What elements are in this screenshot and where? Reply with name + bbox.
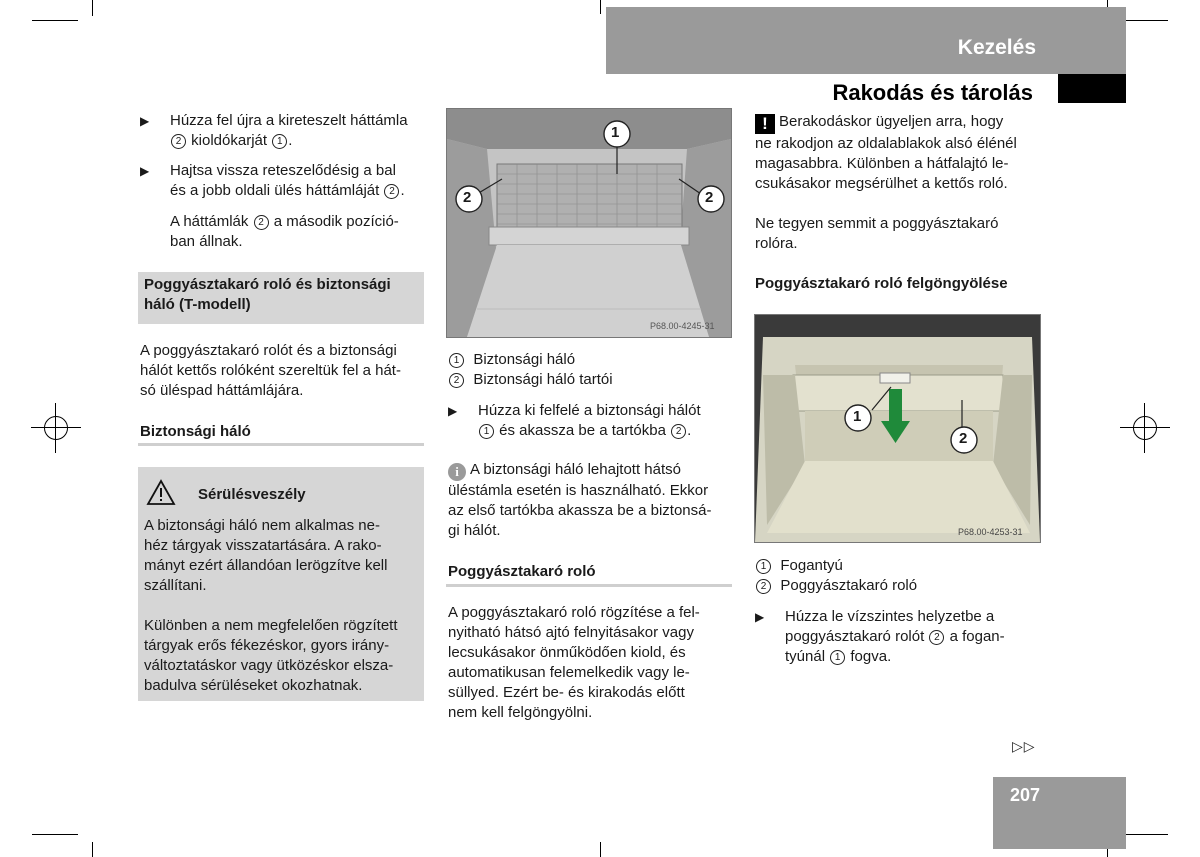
crop-mark [600, 0, 601, 14]
warning-title: Sérülésveszély [198, 486, 306, 503]
callout-1-icon: 1 [830, 650, 845, 665]
callout-2-icon: 2 [959, 430, 968, 447]
legend-label: Biztonsági háló tartói [473, 371, 613, 388]
text-line: nyitható hátsó ajtó felnyitásakor vagy [448, 624, 694, 641]
bullet-arrow-icon: ▶ [140, 164, 150, 178]
text-line: Húzza ki felfelé a biztonsági hálót [478, 402, 701, 419]
heading-box [138, 272, 424, 324]
callout-2-icon: 2 [449, 373, 464, 388]
text-line: A poggyásztakaró rolót és a biztonsági [140, 342, 397, 359]
text-line: só üléspad háttámlájára. [140, 382, 304, 399]
caution-note [755, 112, 1055, 194]
text-line: a fogan- [949, 628, 1005, 645]
warning-box [138, 467, 424, 701]
callout-1-icon: 1 [611, 124, 620, 141]
text-line: mányt ezért állandóan lerögzítve kell [144, 557, 388, 574]
text-line: Húzza le vízszintes helyzetbe a [785, 608, 995, 625]
image-code: P68.00-4245-31 [650, 321, 715, 331]
paragraph [755, 214, 1055, 254]
callout-1-icon: 1 [756, 559, 771, 574]
text-line: nem kell felgöngyölni. [448, 704, 593, 721]
image-code: P68.00-4253-31 [958, 527, 1023, 537]
text-line: fogva. [850, 648, 892, 665]
section-title: Rakodás és tárolás [832, 80, 1033, 105]
text-line: poggyásztakaró rolót [785, 628, 925, 645]
callout-2-icon: 2 [463, 189, 472, 206]
callout-1-icon: 1 [272, 134, 287, 149]
text-line: . [288, 132, 293, 149]
text-line: szállítani. [144, 577, 207, 594]
text-line: lecsukásakor önműködően kiold, és [448, 644, 686, 661]
exclamation-icon: ! [755, 114, 775, 134]
text-line: A poggyásztakaró roló rögzítése a fel- [448, 604, 700, 621]
callout-2-icon: 2 [756, 579, 771, 594]
paragraph [140, 341, 430, 401]
callout-2-icon: 2 [705, 189, 714, 206]
note [170, 212, 430, 252]
text-line: badulva sérüléseket okozhatnak. [144, 677, 363, 694]
legend-label: Biztonsági háló [473, 351, 576, 368]
text-line: automatikusan felemelkedik vagy le- [448, 664, 690, 681]
text-line: tyúnál [785, 648, 826, 665]
text-line: az első tartókba akassza be a biztonsá- [448, 502, 712, 519]
legend [448, 350, 728, 390]
heading-line: Poggyásztakaró roló és biztonsági [144, 276, 391, 293]
text-line: kioldókarját [191, 132, 268, 149]
callout-2-icon: 2 [671, 424, 686, 439]
subheading: Poggyásztakaró roló [448, 563, 596, 580]
text-line: Húzza fel újra a kireteszelt háttámla [170, 112, 408, 129]
info-icon: i [448, 463, 466, 481]
text-line: magasabbra. Különben a hátfalajtó le- [755, 155, 1009, 172]
chapter-title: Kezelés [957, 36, 1036, 59]
text-line: Ne tegyen semmit a poggyásztakaró [755, 215, 999, 232]
text-line: és a jobb oldali ülés háttámláját [170, 182, 380, 199]
text-line: Hajtsa vissza reteszelődésig a bal [170, 162, 396, 179]
text-line: süllyed. Ezért be- és kirakodás előtt [448, 684, 685, 701]
bullet-arrow-icon: ▶ [448, 404, 458, 418]
text-line: ne rakodjon az oldalablakok alsó élénél [755, 135, 1017, 152]
crop-mark [1122, 20, 1168, 21]
crop-mark [1122, 834, 1168, 835]
continue-arrows-icon: ▷▷ [1012, 738, 1036, 754]
callout-2-icon: 2 [254, 215, 269, 230]
text-line: Különben a nem megfelelően rögzített [144, 617, 398, 634]
text-line: A biztonsági háló lehajtott hátsó [470, 461, 681, 478]
text-line: hálót kettős rolóként szereltük fel a hát- [140, 362, 401, 379]
callout-1-icon: 1 [479, 424, 494, 439]
crop-mark [32, 834, 78, 835]
text-line: és akassza be a tartókba [499, 422, 666, 439]
heading-line: háló (T-modell) [144, 296, 251, 313]
crop-mark [92, 0, 93, 16]
divider [138, 443, 424, 446]
legend-label: Fogantyú [780, 557, 843, 574]
text-line: A biztonsági háló nem alkalmas ne- [144, 517, 380, 534]
crop-mark [32, 20, 78, 21]
subheading: Biztonsági háló [140, 423, 251, 440]
divider [446, 584, 732, 587]
cargo-cover-photo [754, 314, 1041, 543]
text-line: . [400, 182, 405, 199]
safety-net-photo [446, 108, 732, 338]
section-tab [1058, 74, 1126, 103]
text-line: Berakodáskor ügyeljen arra, hogy [779, 113, 1004, 130]
warning-text [144, 516, 422, 696]
callout-2-icon: 2 [384, 184, 399, 199]
text-line: héz tárgyak visszatartására. A rako- [144, 537, 382, 554]
callout-1-icon: 1 [449, 353, 464, 368]
warning-triangle-icon [146, 479, 176, 506]
text-line: . [687, 422, 692, 439]
text-line: ban állnak. [170, 233, 243, 250]
registration-mark [31, 403, 81, 453]
page-number: 207 [1010, 785, 1041, 805]
callout-2-icon: 2 [171, 134, 186, 149]
text-line: gi hálót. [448, 522, 501, 539]
crop-mark [92, 842, 93, 857]
text-line: a második pozíció- [273, 213, 399, 230]
text-line: tárgyak erős fékezéskor, gyors irány- [144, 637, 390, 654]
text-line: csukásakor megsérülhet a kettős roló. [755, 175, 1008, 192]
callout-1-icon: 1 [853, 408, 862, 425]
legend [755, 556, 1035, 596]
text-line: változtatáskor vagy ütközéskor elsza- [144, 657, 394, 674]
callout-2-icon: 2 [929, 630, 944, 645]
text-line: üléstámla esetén is használható. Ekkor [448, 482, 709, 499]
paragraph [448, 603, 738, 723]
text-line: rolóra. [755, 235, 798, 252]
crop-mark [600, 842, 601, 857]
bullet-arrow-icon: ▶ [755, 610, 765, 624]
bullet-arrow-icon: ▶ [140, 114, 150, 128]
subheading: Poggyásztakaró roló felgöngyölése [755, 275, 1008, 292]
registration-mark [1120, 403, 1170, 453]
legend-label: Poggyásztakaró roló [780, 577, 918, 594]
info-note [448, 460, 738, 541]
text-line: A háttámlák [170, 213, 249, 230]
